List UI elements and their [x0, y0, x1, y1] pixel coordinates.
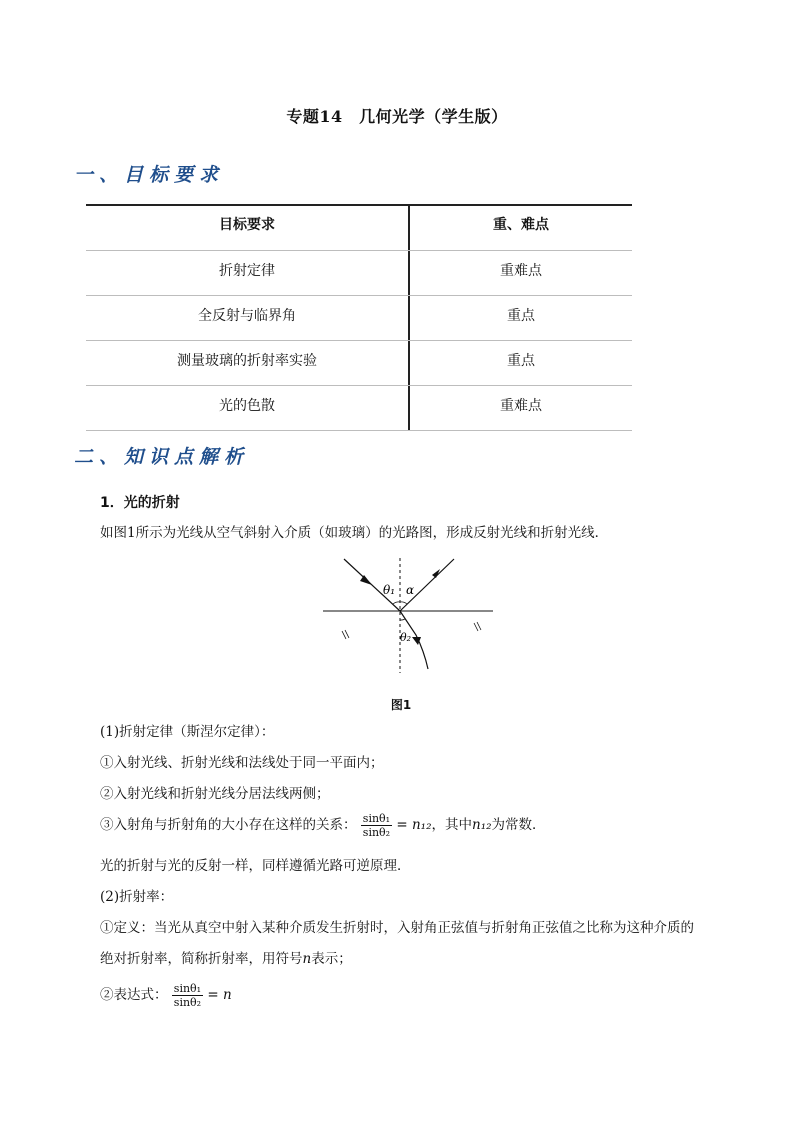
table-cell-goal: 折射定律 [219, 263, 275, 279]
table-row-divider [86, 385, 632, 386]
table-cell-goal: 光的色散 [219, 398, 275, 414]
table-top-rule [86, 204, 632, 206]
section-heading-knowledge: 二、知识点解析 [74, 446, 250, 468]
index-title: (2)折射率： [100, 889, 174, 905]
expression-prefix: ②表达式： [100, 987, 168, 1003]
table-bottom-rule [86, 430, 632, 431]
table-row-divider [86, 250, 632, 251]
law-item-1: ①入射光线、折射光线和法线处于同一平面内； [100, 755, 384, 771]
definition-line-2a: 绝对折射率，简称折射率，用符号 [100, 951, 303, 967]
definition-line-2b: 表示； [311, 951, 352, 967]
refraction-diagram [320, 553, 500, 678]
index-denominator: sinθ₂ [173, 996, 202, 1009]
angle-arc-theta2 [400, 619, 405, 620]
incident-arrow [360, 575, 372, 585]
snell-denominator: sinθ₂ [362, 826, 391, 839]
definition-variable: n [302, 951, 312, 967]
index-fraction [172, 982, 203, 1009]
angle-arc-theta1 [393, 602, 400, 604]
law3-variable: n₁₂ [472, 817, 492, 833]
expression-line [100, 982, 232, 1009]
angle-arc-alpha [400, 602, 407, 604]
index-equals: = n [207, 987, 232, 1003]
label-alpha: α [406, 583, 415, 597]
law3-mid: ，其中 [431, 817, 472, 833]
snell-equals: = n₁₂ [396, 817, 432, 833]
definition-line-2 [100, 949, 352, 969]
table-header-goal: 目标要求 [219, 217, 275, 233]
topic-heading: 1．光的折射 [100, 495, 180, 511]
table-cell-difficulty: 重点 [507, 308, 535, 324]
law-item-2: ②入射光线和折射光线分居法线两侧； [100, 786, 330, 802]
index-numerator: sinθ₁ [173, 982, 202, 995]
medium-hatch [474, 623, 478, 631]
label-theta1: θ₁ [383, 583, 396, 597]
law-item-3 [100, 812, 546, 839]
table-cell-goal: 测量玻璃的折射率实验 [177, 353, 317, 369]
medium-hatch [477, 622, 481, 630]
table-row-divider [86, 340, 632, 341]
snell-fraction [361, 812, 392, 839]
table-header-difficulty: 重、难点 [493, 217, 549, 233]
medium-hatch [345, 630, 349, 638]
intro-paragraph: 如图1所示为光线从空气斜射入介质（如玻璃）的光路图，形成反射光线和折射光线． [100, 525, 609, 541]
reversibility-note: 光的折射与光的反射一样，同样遵循光路可逆原理． [100, 858, 411, 874]
document-title: 专题14 几何光学（学生版） [286, 107, 508, 126]
section-heading-goals: 一、目标要求 [74, 164, 225, 186]
table-cell-difficulty: 重难点 [500, 398, 542, 414]
table-cell-goal: 全反射与临界角 [198, 308, 296, 324]
table-cell-difficulty: 重点 [507, 353, 535, 369]
figure-caption: 图1 [390, 698, 412, 712]
definition-line-1: ①定义：当光从真空中射入某种介质发生折射时，入射角正弦值与折射角正弦值之比称为这种介质的 [100, 920, 694, 936]
medium-hatch [342, 631, 346, 639]
law-title: (1)折射定律（斯涅尔定律）： [100, 724, 275, 740]
table-row-divider [86, 295, 632, 296]
table-cell-difficulty: 重难点 [500, 263, 542, 279]
law3-prefix: ③入射角与折射角的大小存在这样的关系： [100, 817, 357, 833]
label-theta2: θ₂ [400, 631, 412, 644]
law3-suffix: 为常数． [491, 817, 546, 833]
snell-numerator: sinθ₁ [362, 812, 391, 825]
